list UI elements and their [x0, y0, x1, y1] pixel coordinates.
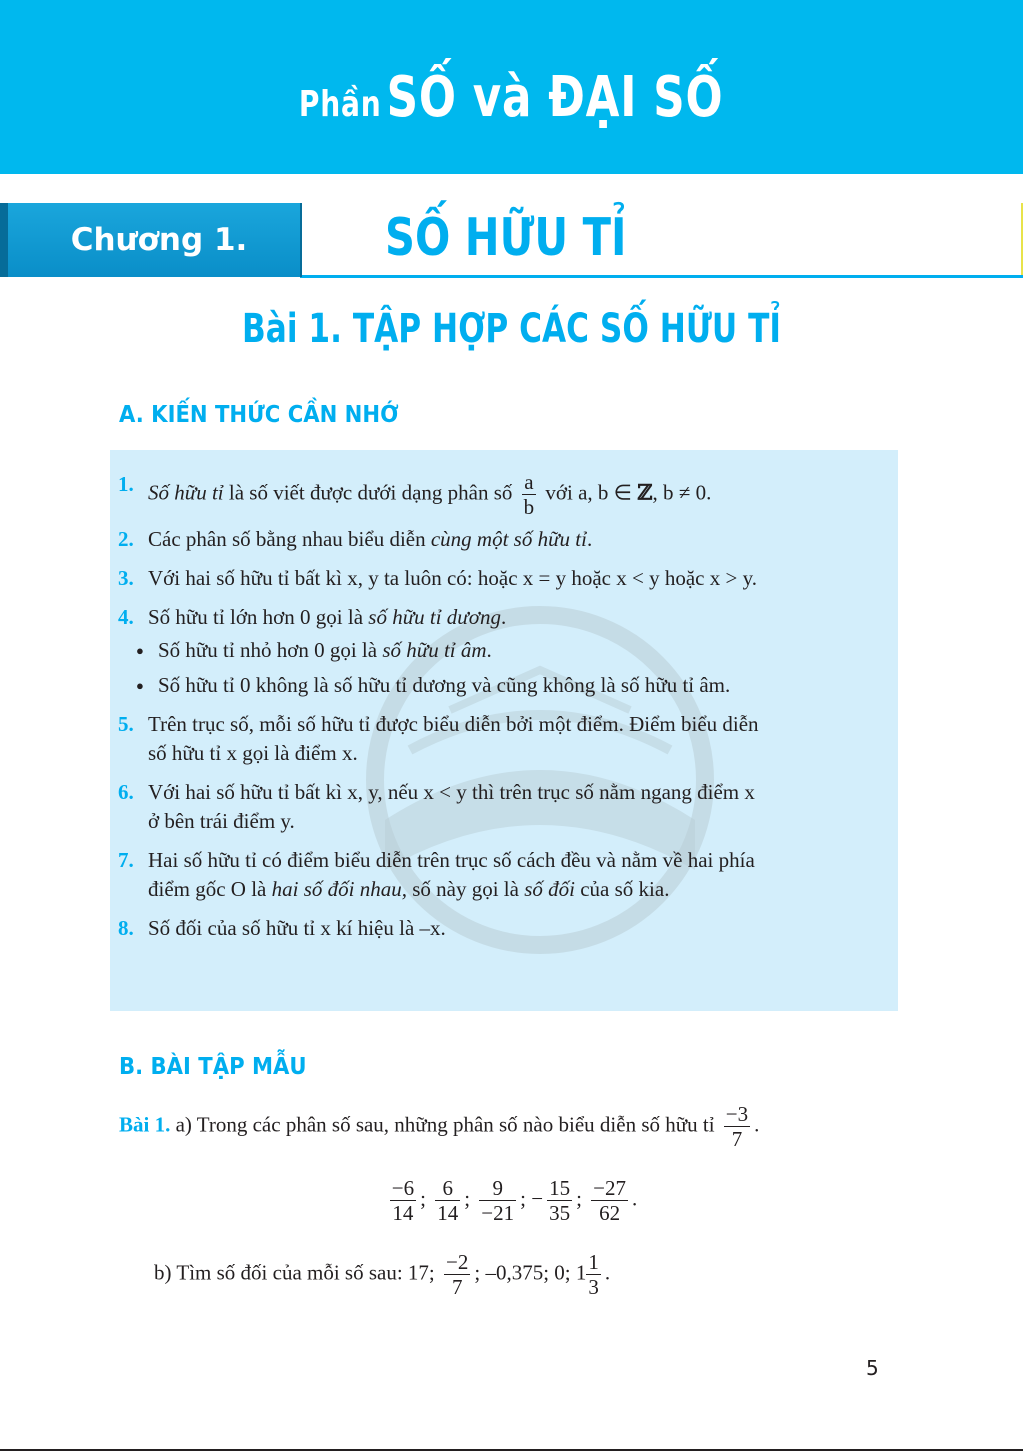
list-item — [118, 470, 888, 519]
fraction-a-over-b — [522, 470, 537, 519]
emphasis: số đối — [524, 877, 575, 902]
item-text: Số đối của số hữu tỉ x kí hiệu là –x. — [148, 916, 446, 941]
item-number: 5. — [118, 712, 134, 737]
item-text: . — [486, 638, 492, 663]
item-text: , b ≠ 0. — [652, 480, 712, 505]
emphasis: cùng một số hữu tỉ — [430, 527, 587, 552]
integer-set-symbol: ℤ — [637, 479, 653, 505]
knowledge-list — [118, 470, 888, 953]
lesson-title: Bài 1. TẬP HỢP CÁC SỐ HỮU TỈ — [241, 306, 781, 352]
bullet-item — [136, 636, 888, 665]
list-item — [118, 564, 888, 593]
item-text: Số hữu tỉ nhỏ hơn 0 gọi là — [158, 638, 383, 663]
separator: . — [632, 1186, 638, 1211]
list-item — [118, 603, 888, 632]
part-title — [299, 65, 724, 130]
item-number: 8. — [118, 916, 134, 941]
fraction — [547, 1176, 572, 1225]
separator: ; — [520, 1186, 526, 1211]
chapter-label: Chương 1. — [70, 222, 248, 258]
chapter-underline — [300, 275, 1023, 278]
denominator: 3 — [588, 1275, 599, 1300]
emphasis: hai số đối nhau, — [271, 877, 407, 902]
denominator: 62 — [599, 1201, 621, 1226]
item-text: Số hữu tỉ lớn hơn 0 gọi là — [148, 605, 369, 630]
denominator: b — [523, 495, 535, 520]
fraction — [444, 1250, 470, 1299]
part-prefix: Phần — [299, 83, 382, 125]
item-text: Hai số hữu tỉ có điểm biểu diễn trên trục số cách đều và nằm về hai phía — [148, 848, 755, 873]
mixed-fraction — [586, 1250, 601, 1299]
item-text: Với hai số hữu tỉ bất kì x, y, nếu x < y thì trên trục số nằm ngang điểm x — [148, 780, 755, 805]
term: Số hữu tỉ — [148, 480, 224, 505]
exercise-part-b — [154, 1250, 610, 1299]
denominator: 7 — [451, 1275, 463, 1300]
item-number: 4. — [118, 605, 134, 630]
list-item — [118, 846, 888, 904]
fraction — [724, 1102, 750, 1151]
list-item — [118, 710, 888, 768]
fraction-list — [0, 1176, 1023, 1225]
fraction — [435, 1176, 460, 1225]
exercise-text: . — [604, 1260, 611, 1285]
numerator: 9 — [479, 1176, 516, 1201]
sign: − — [531, 1186, 544, 1211]
numerator: 15 — [549, 1176, 571, 1200]
item-text: Với hai số hữu tỉ bất kì x, y ta luôn có: hoặc x = y hoặc x < y hoặc x > y. — [148, 566, 757, 591]
exercise-text: b) Tìm số đối của mỗi số sau: 17; — [154, 1260, 441, 1285]
exercise-text: a) Trong các phân số sau, những phân số nào biểu diễn số hữu tỉ — [170, 1112, 720, 1137]
denominator: 35 — [549, 1201, 571, 1226]
page-number: 5 — [866, 1356, 879, 1380]
item-text: là số viết được dưới dạng phân số — [223, 480, 518, 505]
bottom-rule — [0, 1449, 1023, 1451]
item-text: Số hữu tỉ 0 không là số hữu tỉ dương và cũng không là số hữu tỉ âm. — [158, 673, 731, 698]
numerator: −3 — [725, 1102, 749, 1126]
denominator: 14 — [392, 1201, 414, 1226]
exercise-text: ; –0,375; 0; 1 — [474, 1260, 587, 1285]
separator: ; — [576, 1186, 582, 1211]
separator: ; — [464, 1186, 471, 1211]
exercise-label: Bài 1. — [119, 1112, 171, 1137]
item-number: 1. — [118, 472, 134, 496]
emphasis: số hữu tỉ âm — [382, 638, 487, 663]
item-text: ở bên trái điểm y. — [148, 809, 295, 834]
emphasis: số hữu tỉ dương — [368, 605, 501, 630]
item-text: . — [586, 527, 593, 552]
denominator: 7 — [731, 1127, 743, 1152]
denominator: 14 — [437, 1201, 459, 1226]
exercise-text: . — [754, 1112, 760, 1137]
numerator: a — [522, 470, 537, 495]
part-banner — [0, 0, 1023, 174]
separator: ; — [420, 1186, 426, 1211]
chapter-label-box — [0, 203, 302, 277]
part-name: SỐ và ĐẠI SỐ — [386, 64, 724, 130]
numerator: −2 — [446, 1250, 469, 1274]
fraction — [390, 1176, 416, 1225]
list-item — [118, 525, 888, 554]
item-number: 7. — [118, 848, 134, 873]
item-text: . — [500, 605, 507, 630]
item-text: điểm gốc O là — [148, 877, 272, 902]
chapter-title: SỐ HỮU TỈ — [385, 208, 627, 268]
numerator: 1 — [588, 1250, 599, 1274]
section-b-heading: B. BÀI TẬP MẪU — [119, 1054, 307, 1080]
exercise-part-a — [119, 1102, 759, 1151]
fraction — [479, 1176, 516, 1225]
item-number: 3. — [118, 566, 134, 591]
numerator: 6 — [435, 1176, 460, 1201]
list-item — [118, 778, 888, 836]
item-text: số hữu tỉ x gọi là điểm x. — [148, 741, 358, 766]
list-item — [118, 914, 888, 943]
chapter-header — [0, 203, 1023, 279]
section-a-heading: A. KIẾN THỨC CẦN NHỚ — [119, 402, 399, 428]
item-number: 6. — [118, 780, 134, 805]
denominator: −21 — [481, 1201, 515, 1226]
item-number: 2. — [118, 527, 134, 552]
item-text: số này gọi là — [406, 877, 525, 902]
knowledge-box — [110, 450, 898, 1011]
item-text: của số kia. — [574, 877, 670, 902]
item-text: Trên trục số, mỗi số hữu tỉ được biểu diễn bởi một điểm. Điểm biểu diễn — [148, 712, 759, 737]
bullet-item — [136, 671, 888, 700]
item-text: Các phân số bằng nhau biểu diễn — [148, 527, 431, 552]
item-text-line — [148, 875, 888, 904]
numerator: −27 — [593, 1176, 626, 1200]
fraction — [591, 1176, 628, 1225]
item-text: với a, b ∈ — [540, 480, 638, 505]
numerator: −6 — [391, 1176, 415, 1200]
